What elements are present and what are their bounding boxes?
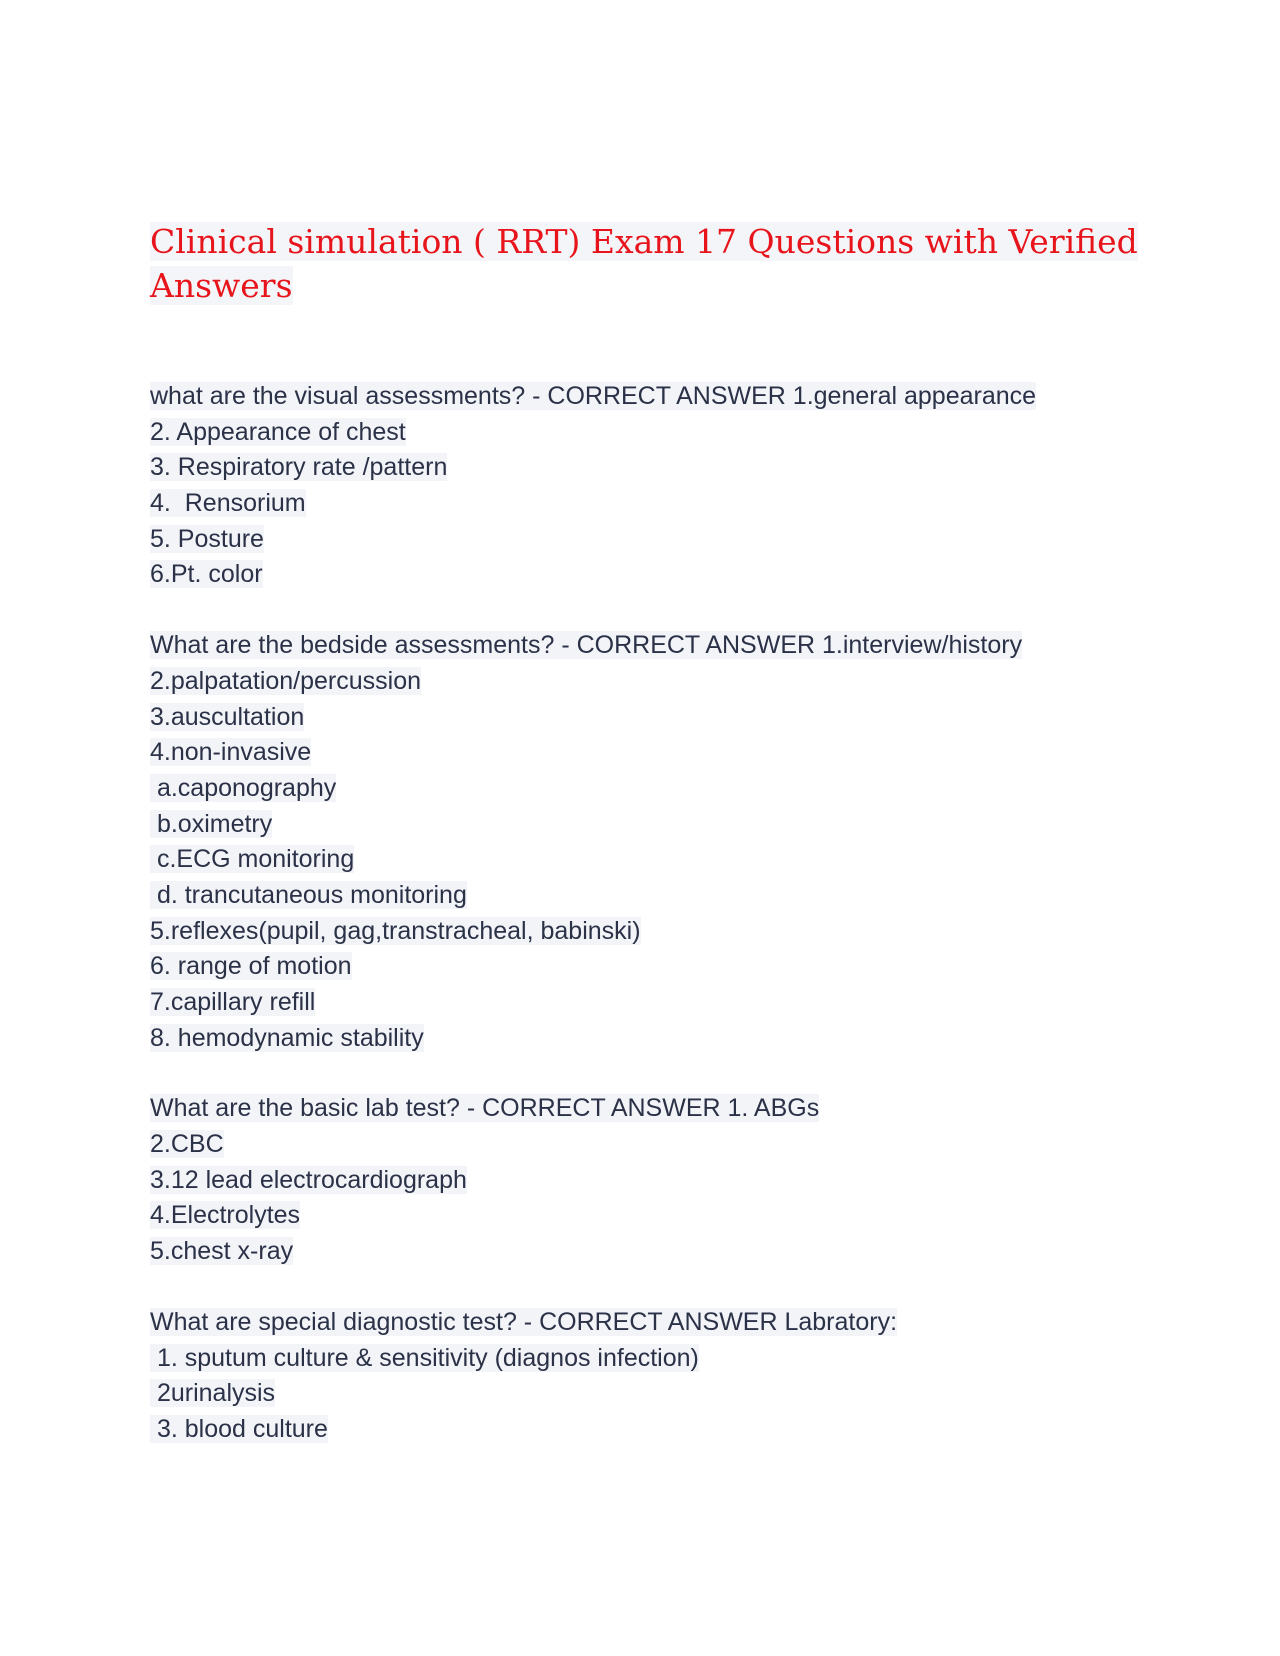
answer-line	[150, 1127, 1150, 1163]
question-text: what are the visual assessments? - CORRECT ANSWER 1.general appearance	[150, 382, 1037, 410]
answer-line	[150, 771, 1150, 807]
document-page	[150, 220, 1150, 1483]
answer-text: d. trancutaneous monitoring	[150, 880, 467, 909]
answer-text: 8. hemodynamic stability	[150, 1023, 424, 1052]
answer-text: 1. sputum culture & sensitivity (diagnos infection)	[150, 1343, 699, 1372]
answer-line	[150, 1341, 1150, 1377]
answer-line	[150, 1198, 1150, 1234]
answer-line	[150, 842, 1150, 878]
answer-text: 5.reflexes(pupil, gag,transtracheal, babinski)	[150, 916, 641, 945]
question-text: What are the bedside assessments? - CORRECT ANSWER 1.interview/history	[150, 631, 1023, 660]
title-line	[150, 264, 1150, 308]
answer-line	[150, 1234, 1150, 1270]
answer-line	[150, 450, 1150, 486]
qa-special-diagnostic-test	[150, 1305, 1150, 1448]
answer-text: 2urinalysis	[150, 1379, 276, 1408]
answer-line	[150, 914, 1150, 950]
answer-line	[150, 415, 1150, 451]
answer-line	[150, 807, 1150, 843]
title-text: Answers	[150, 266, 293, 305]
question-line	[150, 379, 1150, 415]
question-line	[150, 1091, 1150, 1127]
qa-visual-assessments	[150, 379, 1150, 593]
answer-text: 6. range of motion	[150, 952, 352, 981]
answer-line	[150, 878, 1150, 914]
answer-text: b.oximetry	[150, 809, 273, 838]
question-line	[150, 1305, 1150, 1341]
answer-text: 7.capillary refill	[150, 988, 316, 1016]
answer-text: 5.chest x-ray	[150, 1237, 294, 1266]
question-text: What are special diagnostic test? - CORRECT ANSWER Labratory:	[150, 1307, 898, 1336]
answer-text: 3.auscultation	[150, 702, 305, 731]
answer-line	[150, 1412, 1150, 1448]
answer-line	[150, 486, 1150, 522]
answer-text: 3. blood culture	[150, 1414, 328, 1443]
answer-text: 3. Respiratory rate /pattern	[150, 453, 448, 482]
answer-line	[150, 985, 1150, 1021]
answer-text: 4. Rensorium	[150, 489, 306, 518]
answer-text: 3.12 lead electrocardiograph	[150, 1165, 467, 1194]
answer-text: c.ECG monitoring	[150, 845, 355, 874]
question-text: What are the basic lab test? - CORRECT ANSWER 1. ABGs	[150, 1094, 820, 1123]
qa-bedside-assessments	[150, 628, 1150, 1056]
answer-line	[150, 557, 1150, 593]
answer-line	[150, 1021, 1150, 1057]
answer-line	[150, 735, 1150, 771]
answer-text: 4.Electrolytes	[150, 1201, 301, 1230]
answer-text: 2. Appearance of chest	[150, 417, 406, 446]
answer-line	[150, 522, 1150, 558]
answer-text: 2.CBC	[150, 1130, 224, 1159]
qa-basic-lab-test	[150, 1091, 1150, 1269]
title-text: Clinical simulation ( RRT) Exam 17 Questions with Verified	[150, 222, 1138, 261]
document-title	[150, 220, 1150, 308]
answer-line	[150, 664, 1150, 700]
answer-line	[150, 700, 1150, 736]
answer-text: 2.palpatation/percussion	[150, 666, 422, 695]
answer-text: 4.non-invasive	[150, 738, 312, 767]
question-line	[150, 628, 1150, 664]
answer-text: 5. Posture	[150, 524, 264, 553]
answer-line	[150, 1163, 1150, 1199]
answer-text: a.caponography	[150, 773, 337, 802]
title-line	[150, 220, 1150, 264]
answer-line	[150, 949, 1150, 985]
answer-line	[150, 1376, 1150, 1412]
answer-text: 6.Pt. color	[150, 560, 263, 589]
